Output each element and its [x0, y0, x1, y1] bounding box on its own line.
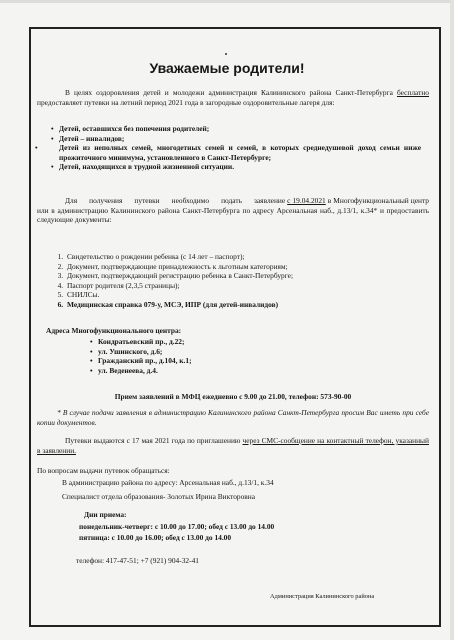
apply-date: с 19.04.2021 — [287, 196, 326, 205]
documents-list — [37, 252, 429, 310]
issue-paragraph — [37, 436, 429, 455]
issue-before: Путевки выдаются с 17 мая 2021 года по приглашению — [65, 436, 243, 445]
intro-before: В целях оздоровления детей и молодежи администрация Калининского района Санкт-Петербурга — [65, 88, 397, 97]
list-item: • ул. Веденеева, д.4. — [92, 366, 376, 376]
questions-specialist: Специалист отдела образования- Золотых Ирина Викторовна — [62, 492, 256, 501]
questions-heading: По вопросам выдачи путевок обращаться: — [37, 466, 170, 475]
apply-rest: в Многофункциональный центр или в администрацию Калининского района Санкт-Петербурга по адресу Арсенальная наб., д.13/1, к.34* и предоставить следующие документы: — [37, 196, 429, 225]
list-item: 1. Свидетельство о рождении ребенка (с 14 лет – паспорт); — [65, 252, 429, 262]
list-item: • Гражданский пр., д.104, к.1; — [92, 356, 376, 366]
list-item: • Детей из неполных семей, многодетных семей и семей, в которых среднедушевой доход семьи ниже прожиточного минимума, установленного в Санкт-Петербурге; — [37, 143, 421, 162]
speck — [225, 53, 227, 55]
eligible-list — [37, 124, 421, 172]
list-item: • Детей, находящихся в трудной жизненной ситуации. — [53, 162, 421, 172]
documents-block — [37, 252, 429, 310]
reception-day: пятница: с 10.00 до 16.00; обед с 13.00 до 14.00 — [79, 533, 232, 542]
reception-day: понедельник-четверг: с 10.00 до 17.00; обед с 13.00 до 14.00 — [79, 522, 275, 531]
issue-sms: через СМС-сообщение на контактный телефон, указанный в заявлении. — [37, 436, 429, 455]
mfc-hours: Прием заявлений в МФЦ ежедневно с 9.00 до 21.00, телефон: 573-90-00 — [114, 392, 352, 401]
scan-edge — [0, 0, 454, 3]
questions-address: В администрацию района по адресу: Арсенальная наб., д.13/1, к.34 — [62, 478, 274, 487]
intro-free: бесплатно — [396, 88, 429, 97]
list-item: • Детей, оставшихся без попечения родителей; — [53, 124, 421, 134]
reception-heading: Дни приема: — [84, 510, 127, 519]
apply-lead: Для получения путевки необходимо подать заявление — [65, 196, 286, 205]
intro-after: предоставляет путевки на летний период 2021 года в загородные оздоровительные лагеря для: — [37, 97, 335, 107]
list-item: 5. СНИЛСы. — [65, 290, 429, 300]
footer-signature: Администрация Калининского района — [270, 593, 375, 600]
list-item: • Кондратьевский пр., д.22; — [92, 337, 376, 347]
list-item: 6. Медицинская справка 079-у, МСЭ, ИПР (для детей-инвалидов) — [65, 300, 429, 310]
list-item: 2. Документ, подтверждающие принадлежность к льготным категориям; — [65, 262, 429, 272]
eligible-list-block — [37, 124, 421, 172]
apply-paragraph — [37, 196, 429, 225]
list-item: • ул. Ушинского, д.6; — [92, 347, 376, 357]
mfc-addresses-block — [76, 337, 376, 375]
note-paragraph: * В случае подачи заявления в администрацию Калининского района Санкт-Петербурга просим Вас иметь при себе копии документов. — [37, 408, 429, 427]
page-title: Уважаемые родители! — [149, 60, 305, 76]
list-item: 4. Паспорт родителя (2,3,5 страницы); — [65, 281, 429, 291]
list-item: • Детей – инвалидов; — [53, 134, 421, 144]
list-item: 3. Документ, подтверждающий регистрацию ребенка в Санкт-Петербурге; — [65, 271, 429, 281]
intro-paragraph — [37, 88, 429, 107]
mfc-addresses — [76, 337, 376, 375]
scan-edge — [450, 0, 454, 640]
reception-phone: телефон: 417-47-51; +7 (921) 904-32-41 — [76, 556, 199, 565]
mfc-heading: Адреса Многофункционального центра: — [46, 326, 182, 335]
